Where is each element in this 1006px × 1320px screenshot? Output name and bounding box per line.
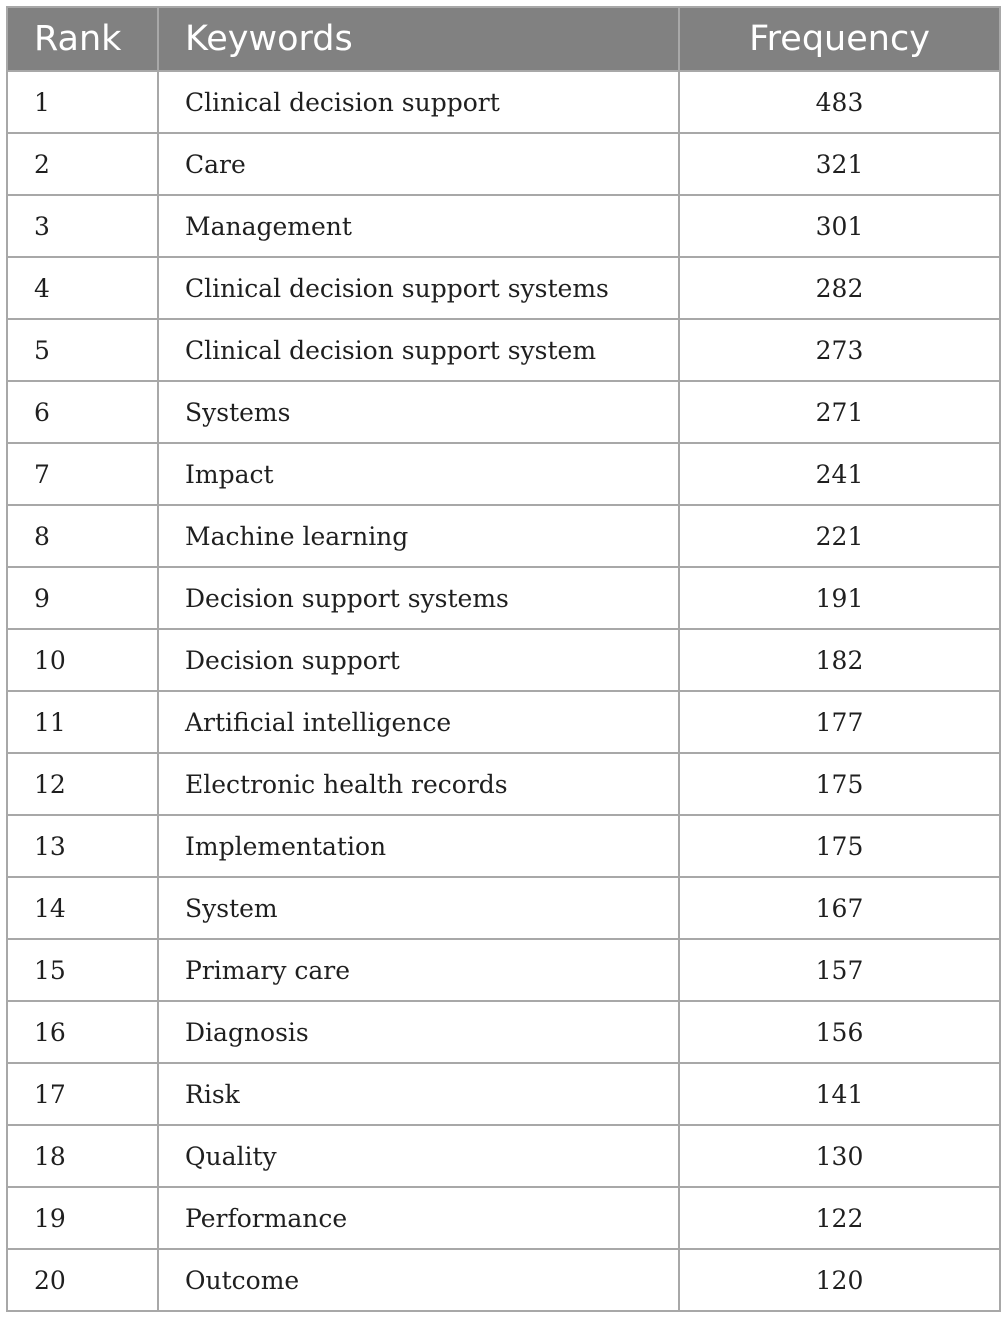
table-row	[7, 381, 1000, 443]
rank-cell: 10	[7, 629, 158, 691]
keyword-cell: Quality	[158, 1125, 679, 1187]
frequency-cell: 182	[679, 629, 1000, 691]
rank-cell: 14	[7, 877, 158, 939]
keyword-cell: Clinical decision support systems	[158, 257, 679, 319]
frequency-cell: 130	[679, 1125, 1000, 1187]
table-row	[7, 71, 1000, 133]
rank-cell: 4	[7, 257, 158, 319]
frequency-cell: 282	[679, 257, 1000, 319]
frequency-cell: 221	[679, 505, 1000, 567]
table-row	[7, 1001, 1000, 1063]
table-row	[7, 443, 1000, 505]
table-row	[7, 133, 1000, 195]
rank-cell: 16	[7, 1001, 158, 1063]
rank-cell: 2	[7, 133, 158, 195]
frequency-cell: 156	[679, 1001, 1000, 1063]
keyword-cell: Implementation	[158, 815, 679, 877]
rank-cell: 15	[7, 939, 158, 1001]
frequency-cell: 241	[679, 443, 1000, 505]
header-rank: Rank	[7, 7, 158, 71]
rank-cell: 19	[7, 1187, 158, 1249]
keyword-cell: Decision support systems	[158, 567, 679, 629]
table-row	[7, 753, 1000, 815]
rank-cell: 1	[7, 71, 158, 133]
table-row	[7, 629, 1000, 691]
rank-cell: 8	[7, 505, 158, 567]
rank-cell: 17	[7, 1063, 158, 1125]
keyword-cell: System	[158, 877, 679, 939]
frequency-cell: 141	[679, 1063, 1000, 1125]
frequency-cell: 483	[679, 71, 1000, 133]
keyword-cell: Outcome	[158, 1249, 679, 1311]
table-row	[7, 1249, 1000, 1311]
table-row	[7, 939, 1000, 1001]
rank-cell: 20	[7, 1249, 158, 1311]
rank-cell: 5	[7, 319, 158, 381]
header-keywords: Keywords	[158, 7, 679, 71]
rank-cell: 18	[7, 1125, 158, 1187]
rank-cell: 12	[7, 753, 158, 815]
table-row	[7, 691, 1000, 753]
keyword-cell: Systems	[158, 381, 679, 443]
keyword-cell: Machine learning	[158, 505, 679, 567]
frequency-cell: 191	[679, 567, 1000, 629]
rank-cell: 3	[7, 195, 158, 257]
keyword-cell: Diagnosis	[158, 1001, 679, 1063]
frequency-cell: 321	[679, 133, 1000, 195]
rank-cell: 6	[7, 381, 158, 443]
keyword-cell: Clinical decision support system	[158, 319, 679, 381]
table-row	[7, 257, 1000, 319]
frequency-cell: 271	[679, 381, 1000, 443]
keyword-cell: Artificial intelligence	[158, 691, 679, 753]
frequency-cell: 301	[679, 195, 1000, 257]
frequency-cell: 120	[679, 1249, 1000, 1311]
table-row	[7, 319, 1000, 381]
table-header-row	[7, 7, 1000, 71]
table-row	[7, 877, 1000, 939]
table-row	[7, 1063, 1000, 1125]
frequency-cell: 157	[679, 939, 1000, 1001]
keyword-cell: Decision support	[158, 629, 679, 691]
table-row	[7, 195, 1000, 257]
keyword-cell: Performance	[158, 1187, 679, 1249]
rank-cell: 7	[7, 443, 158, 505]
table-row	[7, 505, 1000, 567]
frequency-cell: 177	[679, 691, 1000, 753]
keyword-cell: Impact	[158, 443, 679, 505]
frequency-cell: 175	[679, 815, 1000, 877]
keyword-cell: Electronic health records	[158, 753, 679, 815]
keyword-cell: Primary care	[158, 939, 679, 1001]
table-row	[7, 1187, 1000, 1249]
rank-cell: 13	[7, 815, 158, 877]
rank-cell: 11	[7, 691, 158, 753]
keyword-cell: Care	[158, 133, 679, 195]
header-frequency: Frequency	[679, 7, 1000, 71]
keyword-frequency-table	[6, 6, 1001, 1312]
frequency-cell: 273	[679, 319, 1000, 381]
frequency-cell: 175	[679, 753, 1000, 815]
table-row	[7, 815, 1000, 877]
table-row	[7, 567, 1000, 629]
table-body	[7, 71, 1000, 1311]
keyword-cell: Management	[158, 195, 679, 257]
keyword-cell: Clinical decision support	[158, 71, 679, 133]
frequency-cell: 122	[679, 1187, 1000, 1249]
rank-cell: 9	[7, 567, 158, 629]
table-row	[7, 1125, 1000, 1187]
keyword-cell: Risk	[158, 1063, 679, 1125]
frequency-cell: 167	[679, 877, 1000, 939]
